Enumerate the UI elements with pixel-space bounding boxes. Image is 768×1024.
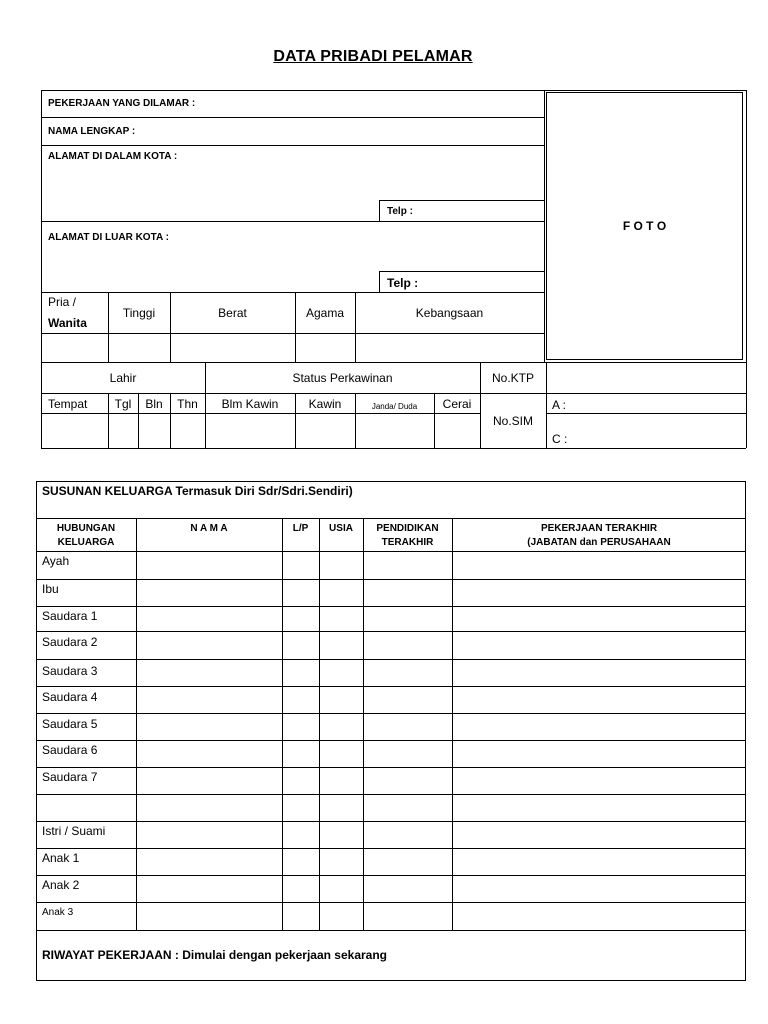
divorced-label: Cerai: [442, 397, 472, 411]
gender-label: Pria /: [48, 295, 77, 309]
address-in-city-label: ALAMAT DI DALAM KOTA :: [48, 151, 178, 162]
header-relation-2: KELUARGA: [57, 537, 115, 548]
family-row-label: Saudara 5: [42, 717, 98, 731]
form-border-right: [746, 90, 747, 448]
full-name-label: NAMA LENGKAP :: [48, 126, 136, 137]
family-row-label: Ayah: [42, 554, 70, 568]
header-name: N A M A: [190, 523, 228, 534]
form-border-left: [41, 90, 42, 448]
header-education: PENDIDIKAN: [376, 523, 439, 534]
married-label: Kawin: [308, 397, 342, 411]
header-relation: HUBUNGAN: [56, 523, 116, 534]
ktp-label: No.KTP: [491, 371, 534, 385]
family-row-label: Ibu: [42, 582, 59, 596]
family-row-label: Saudara 2: [42, 635, 98, 649]
header-sex: L/P: [292, 523, 309, 534]
header-job: PEKERJAAN TERAKHIR: [540, 523, 658, 534]
phone-label-1: Telp :: [387, 206, 413, 217]
family-row-label: Anak 2: [42, 878, 80, 892]
family-row-label: Anak 3: [42, 907, 74, 918]
page-title: DATA PRIBADI PELAMAR: [273, 48, 473, 65]
header-education-2: TERAKHIR: [381, 537, 434, 548]
photo-label: F O T O: [622, 219, 667, 233]
family-row-label: Saudara 3: [42, 664, 98, 678]
work-history-title: RIWAYAT PEKERJAAN : Dimulai dengan pekerjaan sekarang: [42, 948, 387, 962]
widow-label: Janda/ Duda: [371, 402, 418, 411]
family-frame: [36, 481, 746, 981]
birth-month-label: Bln: [145, 397, 163, 411]
family-row-label: Saudara 4: [42, 690, 98, 704]
family-row-label: Saudara 6: [42, 743, 98, 757]
sim-a-label: A :: [552, 398, 567, 412]
family-title: SUSUNAN KELUARGA Termasuk Diri Sdr/Sdri.Sendiri): [42, 484, 353, 498]
religion-label: Agama: [305, 306, 345, 320]
birth-label: Lahir: [109, 371, 137, 385]
header-age: USIA: [329, 523, 353, 534]
address-out-city-label: ALAMAT DI LUAR KOTA :: [48, 232, 169, 243]
family-row-label: Saudara 1: [42, 609, 98, 623]
phone-label-2: Telp :: [387, 276, 419, 290]
sim-c-label: C :: [552, 432, 568, 446]
sim-label: No.SIM: [492, 414, 533, 428]
height-label: Tinggi: [122, 306, 156, 320]
form-border-top: [41, 90, 746, 91]
marital-status-label: Status Perkawinan: [292, 371, 393, 385]
birth-place-label: Tempat: [48, 397, 88, 411]
single-label: Blm Kawin: [221, 397, 279, 411]
form-border-bottom: [41, 448, 746, 449]
position-applied-label: PEKERJAAN YANG DILAMAR :: [48, 98, 196, 109]
family-row-label: Saudara 7: [42, 770, 98, 784]
header-job-2: (JABATAN dan PERUSAHAAN: [527, 537, 671, 548]
family-row-label: Anak 1: [42, 851, 80, 865]
birth-year-label: Thn: [177, 397, 198, 411]
nationality-label: Kebangsaan: [415, 306, 484, 320]
family-row-label: Istri / Suami: [42, 824, 106, 838]
birth-day-label: Tgl: [114, 397, 132, 411]
weight-label: Berat: [218, 306, 247, 320]
gender-label-female: Wanita: [48, 316, 87, 330]
